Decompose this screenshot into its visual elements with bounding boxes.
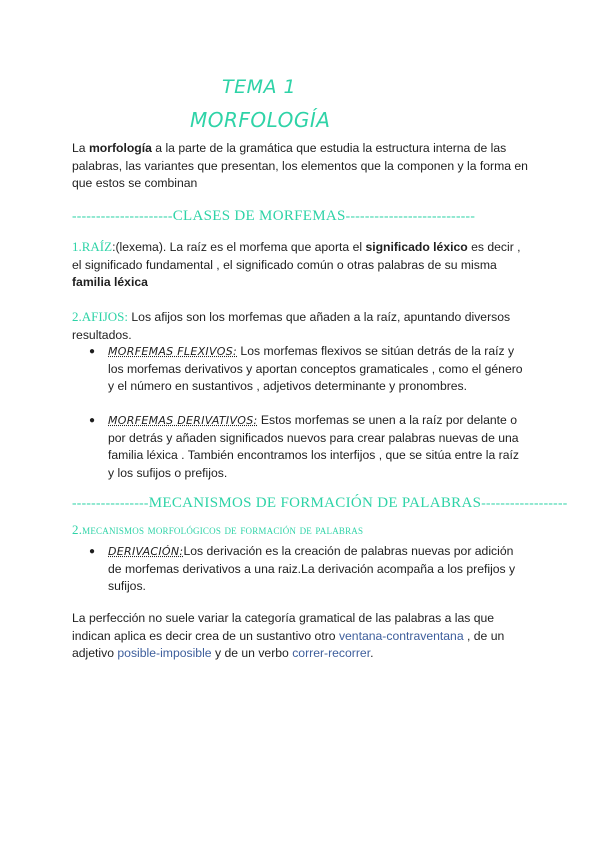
intro-paragraph: La morfología a la parte de la gramática que estudia la estructura interna de las palabras, las variantes que presentan, los elementos que la componen y la forma en que estos se combinan xyxy=(72,141,528,191)
title-line-2: MORFOLOGÍA xyxy=(190,108,331,132)
term-morfologia: morfología xyxy=(88,141,152,155)
section-divider-clases: ---------------------CLASES DE MORFEMAS--------------------------- xyxy=(72,208,476,224)
afijos-paragraph: 2.AFIJOS: Los afijos son los morfemas que añaden a la raíz, apuntando diversos resultados. xyxy=(72,309,511,342)
derivativos-label: MORFEMAS DERIVATIVOS: xyxy=(108,414,258,427)
bullet-icon: ● xyxy=(89,346,96,357)
example-ventana: ventana-contraventana xyxy=(338,628,464,643)
list-item-derivacion: ● DERIVACIÓN:Los derivación es la creación de palabras nuevas por adición de morfemas derivativos a una raiz.La derivación acompaña a los prefijos y sufijos. xyxy=(89,544,516,594)
closing-paragraph: La perfección no suele variar la categoría gramatical de las palabras a las que indican aplica es decir crea de un sustantivo otro ventana-contraventana , de un adjetivo posible-imposible y de un verbo correr-recorrer. xyxy=(72,611,505,661)
section-divider-mecanismos: ----------------MECANISMOS DE FORMACIÓN DE PALABRAS------------------ xyxy=(72,495,568,511)
subheading-mecanismos: 2.mecanismos morfológicos de formación de palabras xyxy=(72,522,364,537)
bullet-icon: ● xyxy=(89,415,96,426)
flexivos-label: MORFEMAS FLEXIVOS: xyxy=(108,345,238,358)
example-posible: posible-imposible xyxy=(117,646,212,661)
example-correr: correr-recorrer xyxy=(292,646,371,661)
list-item-flexivos: ● MORFEMAS FLEXIVOS: Los morfemas flexivos se sitúan detrás de la raíz y los morfemas derivativos y aportan conceptos gramaticales , como el género y el número en sustantivos , adjetivos determinante y pronombres. xyxy=(89,344,523,394)
list-item-derivativos: ● MORFEMAS DERIVATIVOS: Estos morfemas se unen a la raíz por delante o por detrás y añaden significados nuevos para crear palabras nuevas de una familia léxica . También encontramos los interfijos , que se sitúa entre la raíz y los sufijos o prefijos. xyxy=(89,413,519,480)
afijos-lead: 2.AFIJOS: xyxy=(72,309,128,324)
bullet-icon: ● xyxy=(89,546,96,557)
derivacion-label: DERIVACIÓN: xyxy=(108,545,184,558)
raiz-lead: 1.RAÍZ xyxy=(72,239,113,254)
title-line-1: TEMA 1 xyxy=(222,76,297,98)
raiz-paragraph: 1.RAÍZ:(lexema). La raíz es el morfema que aporta el significado léxico es decir , el significado fundamental , el significado común o otras palabras de su misma familia léxica xyxy=(72,239,521,290)
section-heading-clases: CLASES DE MORFEMAS xyxy=(172,208,346,224)
section-heading-mecanismos: MECANISMOS DE FORMACIÓN DE PALABRAS xyxy=(148,495,482,511)
